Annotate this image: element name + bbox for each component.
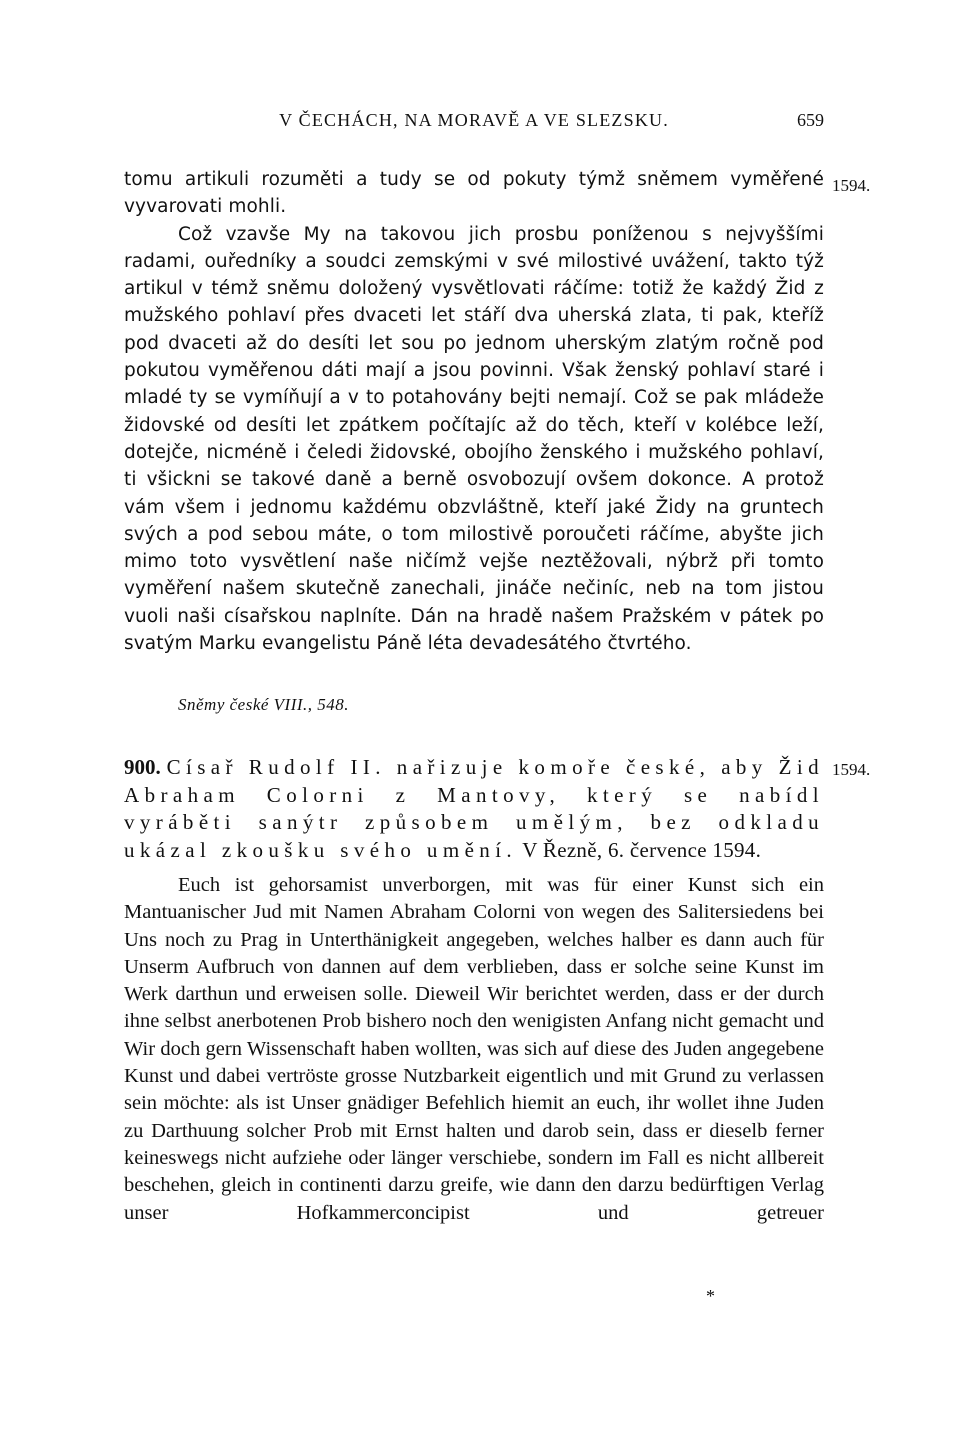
document-place-date: V Řezně, 6. července 1594. bbox=[522, 837, 762, 862]
german-paragraph: Euch ist gehorsamist unverborgen, mit was für einer Kunst sich ein Mantuanischer Jud mit Namen Abraham Colorni von wegen des Salitersiedens bei Uns noch zu Prag in Unterthänigkeit angegeben, welches halber es dann auch für Unserm Aufbruch von dannen auf dem verblieben, dass er solche seine Kunst im Werk darthun und erweisen solle. Dieweil Wir berichtet werden, dass er der durch ihne selbst anerbotenen Prob bishero noch den wenigisten Anfang nicht gemacht und Wir doch gern Wissenschaft haben wollten, was sich auf diese des Juden angegebene Kunst und dabei vertröste grosse Nutzbarkeit eigentlich und mit Grund zu verlassen sein möchte: als ist Unser gnädiger Befehlich hiemit an euch, ihr wollet ihne Juden zu Darthuung solcher Prob mit Ernst halten und darob sein, dass er dieselb ferner keineswegs nicht aufziehe oder länger verschiebe, sondern im Fall es nicht allbereit beschehen, gleich in continenti darzu greife, wie dann den darzu bedürftigen Verlag unser Hofkammerconcipist und getreuer bbox=[124, 874, 824, 1224]
source-citation: Sněmy české VIII., 548. bbox=[178, 695, 350, 714]
czech-text-block bbox=[124, 166, 824, 657]
page-header bbox=[124, 104, 824, 134]
running-head: V ČECHÁCH, NA MORAVĚ A VE SLEZSKU. bbox=[279, 110, 669, 130]
margin-year-1: 1594. bbox=[832, 176, 871, 195]
document-summary: Císař Rudolf II. nařizuje komoře české, aby Žid Abraham Colorni z Mantovy, který se nabídl vyráběti sanýtr způsobem umělým, bez odkladu ukázal zkoušku svého umění. bbox=[124, 755, 824, 862]
continuation-paragraph: tomu artikuli rozuměti a tudy se od pokuty týmž sněmem vyměřené vyvarovati mohli. bbox=[124, 169, 824, 218]
czech-paragraph: Což vzavše My na takovou jich prosbu poníženou s nejvyššími radami, ouředníky a soudci zemskými v své milostivé uvážení, takto týž artikul v témž sněmu doložený vysvětlovati ráčíme: totiž že každý Žid z mužského pohlaví přes dvaceti let stáří dva uherská zlata, ti pak, kteříž pod dvaceti až do desíti let sou po jednom uherským zlatým ročně pod pokutou vyměřenou dáti mají a jsou povinni. Však ženský pohlaví staré i mladé ty se vymíňují a v to potahovány bejti nemají. Což se pak mládeže židovské od desíti let zpátkem počítajíc až do těch, kteří v kolébce leží, dotejče, nicméně i čeledi židovské, obojího ženského i mužského pohlaví, ti všickni se takové daně a berně osvobozují ovšem dokonce. A protož vám všem i jednomu každému obzvláštně, kteří jaké Židy na gruntech svých a pod sebou máte, o tom milostivě poroučeti ráčíme, abyšte jich mimo toto vysvětlení naše ničímž vejše neztěžovali, nýbrž při tomto vyměření našem skutečně zanechali, jináče nečiníc, neb na tom jistou vuoli naši císařskou naplníte. Dán na hradě našem Pražském v pátek po svatým Marku evangelistu Páně léta devadesátého čtvrtého. bbox=[124, 223, 824, 655]
document-number: 900. bbox=[124, 755, 161, 779]
document-heading bbox=[124, 754, 824, 864]
german-text-block bbox=[124, 872, 824, 1227]
signature-mark: * bbox=[706, 1286, 715, 1306]
page-number: 659 bbox=[797, 110, 824, 130]
margin-year-2: 1594. bbox=[832, 760, 871, 779]
